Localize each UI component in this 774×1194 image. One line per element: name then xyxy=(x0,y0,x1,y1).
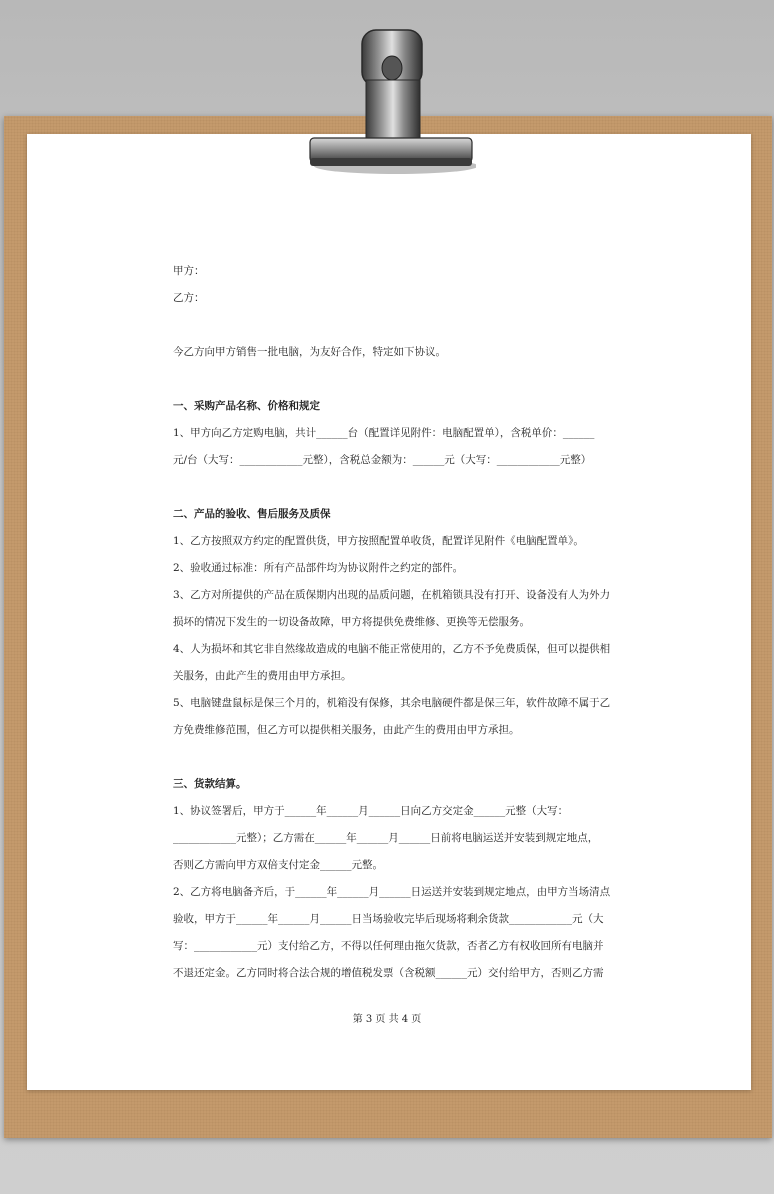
section-3-line: 2、乙方将电脑备齐后，于______年______月______日运送并安装到规定地点，由甲方当场清点 xyxy=(173,886,611,898)
section-1-title: 一、采购产品名称、价格和规定 xyxy=(173,400,320,412)
section-2-line: 2、验收通过标准：所有产品部件均为协议附件之约定的部件。 xyxy=(173,562,464,574)
section-2-line: 5、电脑键盘鼠标是保三个月的，机箱没有保修，其余电脑硬件都是保三年，软件故障不属于乙 xyxy=(173,697,611,709)
section-2-line: 3、乙方对所提供的产品在质保期内出现的品质问题，在机箱锁具没有打开、设备没有人为外力 xyxy=(173,589,611,601)
section-1-line: 1、甲方向乙方定购电脑，共计______台（配置详见附件：电脑配置单），含税单价：______ xyxy=(173,427,595,439)
section-3-line: 不退还定金。乙方同时将合法合规的增值税发票（含税额______元）交付给甲方，否则乙方需 xyxy=(173,967,604,979)
contract-body xyxy=(173,258,611,987)
section-1-line: 元/台（大写：____________元整），含税总金额为：______元（大写：____________元整） xyxy=(173,454,592,466)
party-b-label: 乙方： xyxy=(173,292,205,304)
section-2-line: 损坏的情况下发生的一切设备故障，甲方将提供免费维修、更换等无偿服务。 xyxy=(173,616,530,628)
section-2-line: 4、人为损坏和其它非自然缘故造成的电脑不能正常使用的，乙方不予免费质保，但可以提供相 xyxy=(173,643,611,655)
section-3-line: ____________元整）；乙方需在______年______月______日前将电脑运送并安装到规定地点， xyxy=(173,832,599,844)
binder-clip-icon xyxy=(306,28,476,178)
intro-paragraph: 今乙方向甲方销售一批电脑，为友好合作，特定如下协议。 xyxy=(173,346,446,358)
section-3-line: 写：____________元）支付给乙方，不得以任何理由拖欠货款，否者乙方有权收回所有电脑并 xyxy=(173,940,604,952)
page-number-footer: 第 3 页 共 4 页 xyxy=(352,1014,422,1025)
section-3-line: 否则乙方需向甲方双倍支付定金______元整。 xyxy=(173,859,383,871)
party-a-label: 甲方： xyxy=(173,265,205,277)
section-2-line: 关服务，由此产生的费用由甲方承担。 xyxy=(173,670,352,682)
section-2-line: 方免费维修范围，但乙方可以提供相关服务，由此产生的费用由甲方承担。 xyxy=(173,724,520,736)
section-3-line: 1、协议签署后，甲方于______年______月______日向乙方交定金______元整（大写： xyxy=(173,805,569,817)
section-2-title: 二、产品的验收、售后服务及质保 xyxy=(173,508,331,520)
section-3-title: 三、货款结算。 xyxy=(173,778,247,790)
section-2-line: 1、乙方按照双方约定的配置供货，甲方按照配置单收货，配置详见附件《电脑配置单》。 xyxy=(173,535,584,547)
section-3-line: 验收，甲方于______年______月______日当场验收完毕后现场将剩余货款____________元（大 xyxy=(173,913,604,925)
